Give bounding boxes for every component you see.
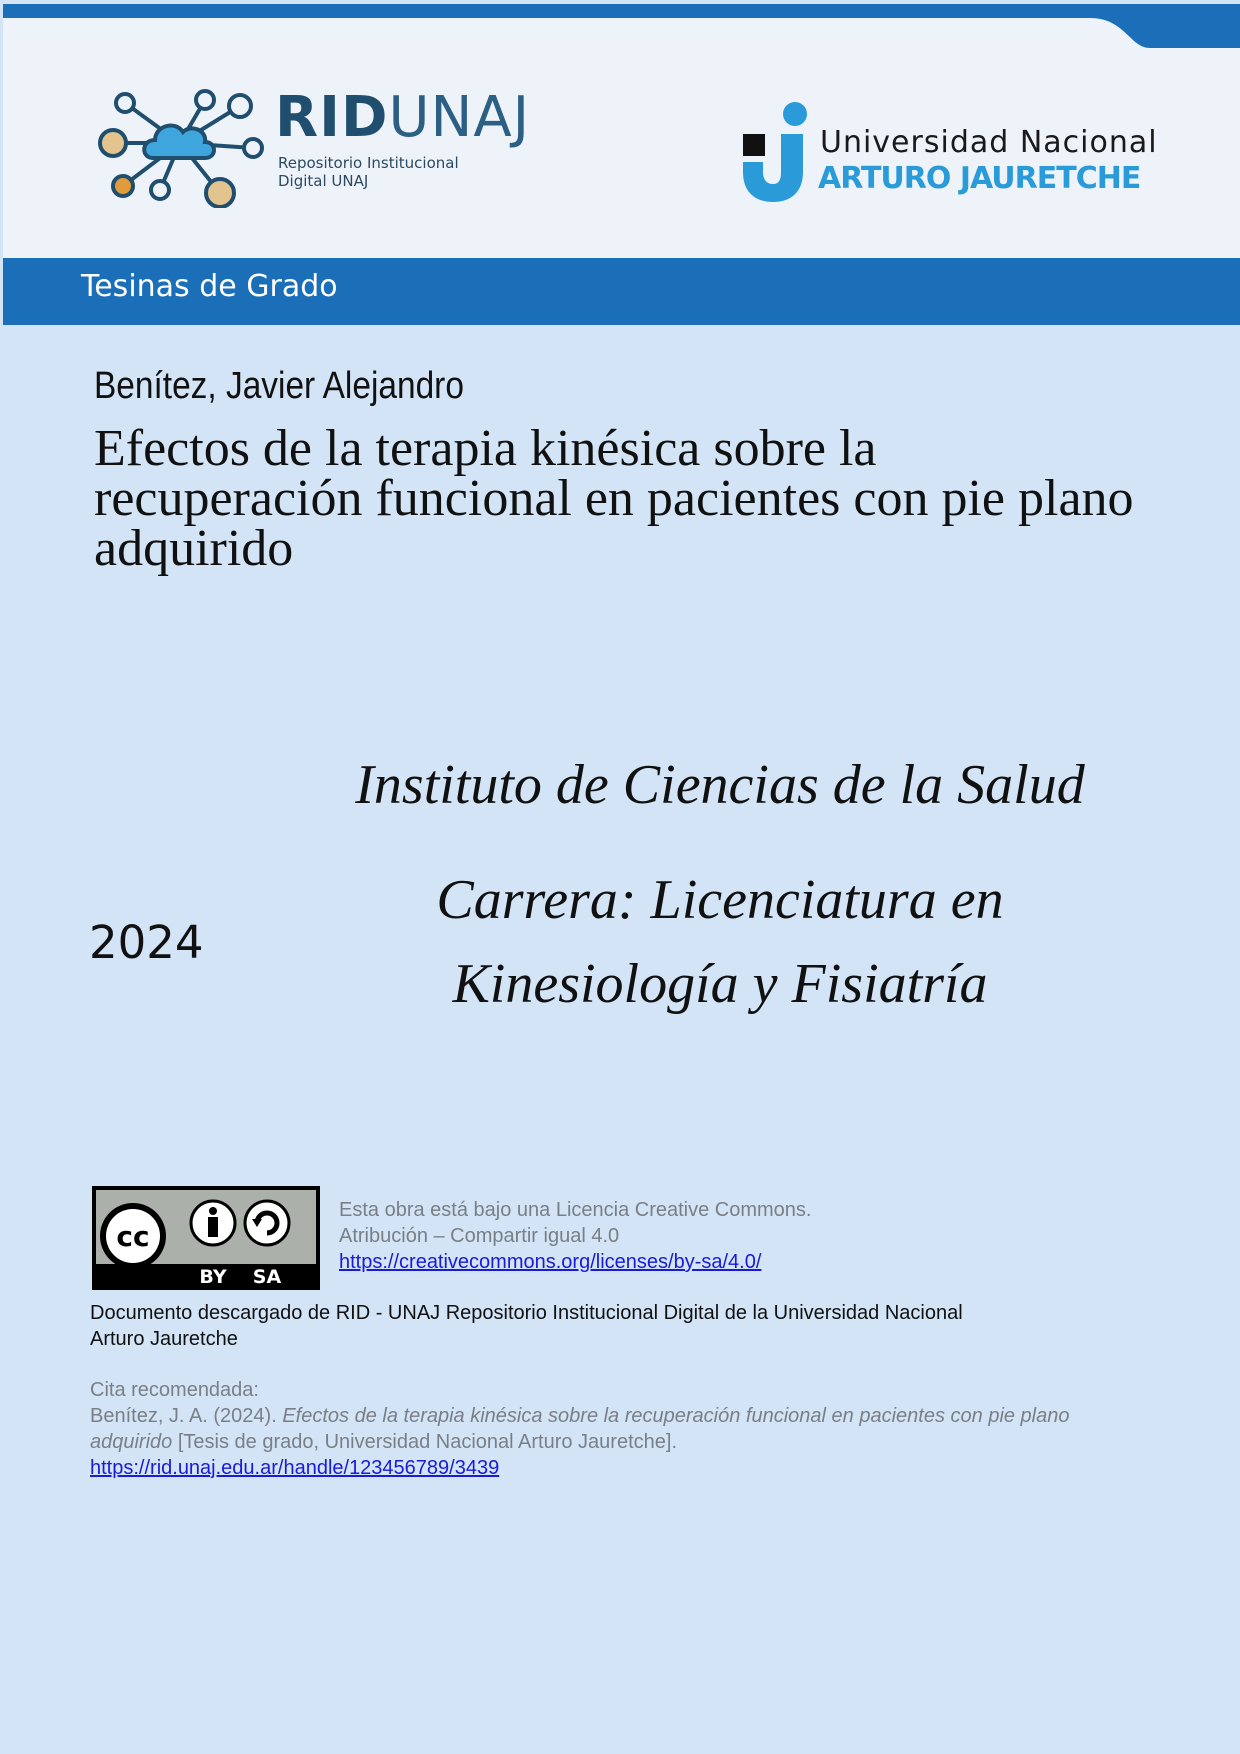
section-label: Tesinas de Grado bbox=[81, 269, 338, 304]
citation-author-year: Benítez, J. A. (2024). bbox=[90, 1405, 283, 1427]
downloaded-notice: Documento descargado de RID - UNAJ Repositorio Institucional Digital de la Universidad Nacional Arturo Jauretche bbox=[90, 1302, 963, 1350]
publication-year: 2024 bbox=[89, 916, 204, 969]
header-corner-curve bbox=[1090, 4, 1240, 48]
citation-details: [Tesis de grado, Universidad Nacional Arturo Jauretche]. bbox=[172, 1431, 678, 1453]
unaj-logo-icon bbox=[743, 100, 811, 204]
ridunaj-wordmark-bold: RID bbox=[275, 85, 389, 150]
university-name-line1: Universidad Nacional bbox=[820, 125, 1158, 160]
citation-url-link[interactable]: https://rid.unaj.edu.ar/handle/123456789/3439 bbox=[90, 1457, 500, 1479]
citation-label: Cita recomendada: bbox=[90, 1379, 259, 1401]
header-band bbox=[3, 4, 1240, 258]
ridunaj-wordmark bbox=[275, 85, 531, 150]
recommended-citation bbox=[90, 1377, 1150, 1455]
ridunaj-wordmark-light: UNAJ bbox=[388, 85, 531, 150]
document-title: Efectos de la terapia kinésica sobre la recuperación funcional en pacientes con pie plano adquirido bbox=[94, 420, 1134, 577]
license-url-link[interactable]: https://creativecommons.org/licenses/by-sa/4.0/ bbox=[339, 1251, 762, 1273]
cc-by-sa-badge-icon bbox=[91, 1185, 321, 1291]
career-name: Carrera: Licenciatura en Kinesiología y Fisiatría bbox=[436, 869, 1004, 1015]
author-name: Benítez, Javier Alejandro bbox=[94, 365, 464, 407]
svg-text:cc: cc bbox=[116, 1220, 150, 1253]
university-name-line2: ARTURO JAURETCHE bbox=[818, 161, 1141, 196]
license-line2: Atribución – Compartir igual 4.0 bbox=[339, 1225, 620, 1247]
ridunaj-network-cloud-icon bbox=[95, 88, 265, 208]
license-line1: Esta obra está bajo una Licencia Creative Commons. bbox=[339, 1199, 812, 1221]
header-top-stripe bbox=[3, 4, 1240, 18]
citation-title: Efectos de la terapia kinésica sobre la recuperación funcional en pacientes con pie plano adquirido bbox=[90, 1405, 1070, 1453]
ridunaj-subtitle: Repositorio Institucional Digital UNAJ bbox=[278, 154, 459, 190]
license-text bbox=[339, 1197, 811, 1275]
institute-name: Instituto de Ciencias de la Salud bbox=[355, 754, 1085, 816]
cc-badge-sa-label: SA bbox=[252, 1266, 282, 1288]
cc-badge-by-label: BY bbox=[199, 1266, 227, 1288]
